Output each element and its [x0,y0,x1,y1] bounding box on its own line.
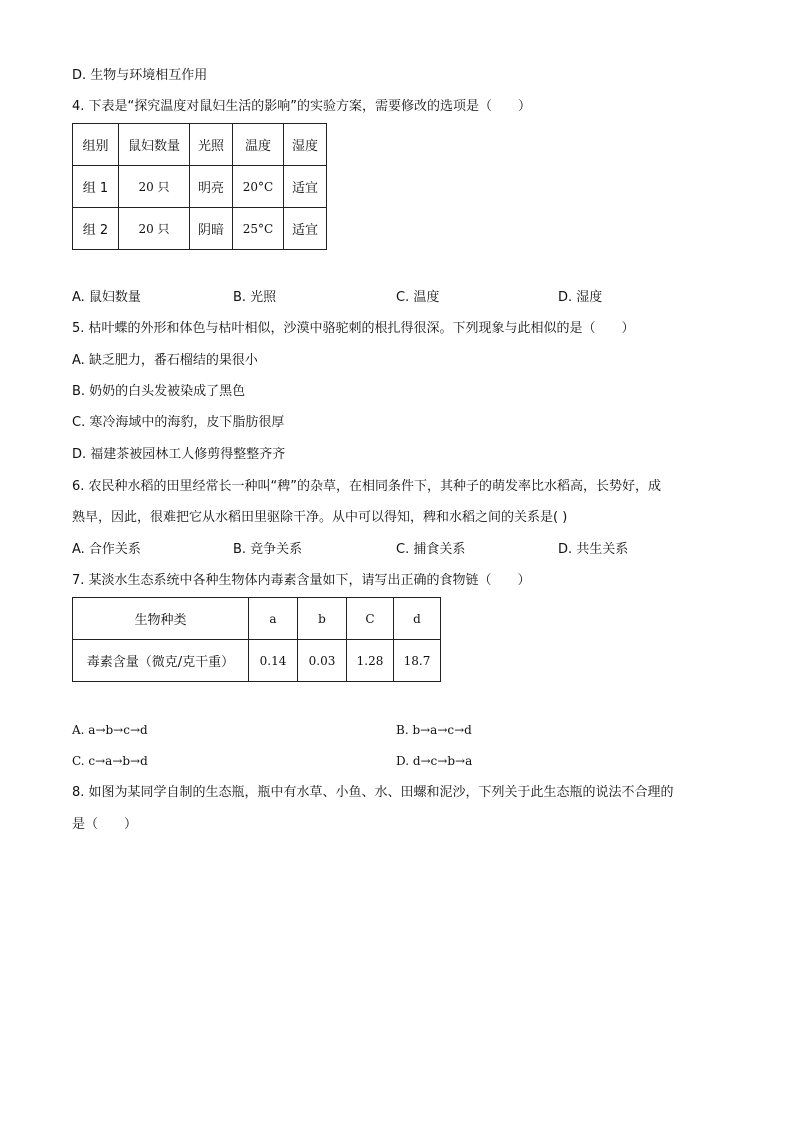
q4-option-b: B. 光照 [233,290,277,305]
q5-option-b: B. 奶奶的白头发被染成了黑色 [72,384,246,399]
table-row [73,208,327,250]
q4-option-a: A. 鼠妇数量 [72,290,141,305]
table-cell: 组 1 [73,166,119,208]
table-header-cell: 光照 [190,124,233,166]
table-cell: 0.14 [249,640,298,682]
q7-option-a: A. a→b→c→d [72,723,148,737]
table-cell: 25°C [233,208,284,250]
table-row [73,598,441,640]
q5-option-d: D. 福建茶被园林工人修剪得整整齐齐 [72,447,286,462]
q6-option-c: C. 捕食关系 [396,542,466,557]
q8-stem-line2: 是（ ） [72,817,138,832]
table-cell: 18.7 [394,640,441,682]
table-header-cell: d [394,598,441,640]
table-cell: 明亮 [190,166,233,208]
q4-table [72,123,327,250]
q6-option-d: D. 共生关系 [558,542,629,557]
table-header-cell: 鼠妇数量 [119,124,190,166]
table-header-cell: 温度 [233,124,284,166]
table-row [73,124,327,166]
q4-option-c: C. 温度 [396,290,440,305]
q7-option-d: D. d→c→b→a [396,754,473,768]
table-cell: 20°C [233,166,284,208]
table-cell: 0.03 [298,640,347,682]
q6-option-b: B. 竞争关系 [233,542,303,557]
table-cell: 组 2 [73,208,119,250]
table-row [73,166,327,208]
q6-stem-line1: 6. 农民种水稻的田里经常长一种叫“稗”的杂草，在相同条件下，其种子的萌发率比水稻高，长势好，成 [72,479,662,494]
table-header-cell: 湿度 [284,124,327,166]
q7-stem: 7. 某淡水生态系统中各种生物体内毒素含量如下，请写出正确的食物链（ ） [72,573,531,588]
table-header-cell: a [249,598,298,640]
table-cell: 阴暗 [190,208,233,250]
table-header-cell: C [347,598,394,640]
table-cell: 毒素含量（微克/克干重） [73,640,249,682]
table-header-cell: b [298,598,347,640]
table-header-cell: 生物种类 [73,598,249,640]
q5-option-a: A. 缺乏肥力，番石榴结的果很小 [72,353,258,368]
table-row [73,640,441,682]
q7-table [72,597,441,682]
table-cell: 20 只 [119,208,190,250]
table-cell: 20 只 [119,166,190,208]
q4-option-d: D. 湿度 [558,290,603,305]
table-cell: 1.28 [347,640,394,682]
q7-option-b: B. b→a→c→d [396,723,472,737]
q7-option-c: C. c→a→b→d [72,754,148,768]
table-header-cell: 组别 [73,124,119,166]
table-cell: 适宜 [284,208,327,250]
q6-stem-line2: 熟早，因此，很难把它从水稻田里驱除干净。从中可以得知，稗和水稻之间的关系是( ) [72,510,568,525]
q8-stem-line1: 8. 如图为某同学自制的生态瓶，瓶中有水草、小鱼、水、田螺和泥沙，下列关于此生态瓶的说法不合理的 [72,785,674,800]
q5-stem: 5. 枯叶蝶的外形和体色与枯叶相似，沙漠中骆驼刺的根扎得很深。下列现象与此相似的是（ ） [72,321,635,336]
q3-option-d: D. 生物与环境相互作用 [72,68,208,83]
q4-stem: 4. 下表是“探究温度对鼠妇生活的影响”的实验方案，需要修改的选项是（ ） [72,99,532,114]
q6-option-a: A. 合作关系 [72,542,141,557]
table-cell: 适宜 [284,166,327,208]
q5-option-c: C. 寒冷海域中的海豹，皮下脂肪很厚 [72,415,285,430]
